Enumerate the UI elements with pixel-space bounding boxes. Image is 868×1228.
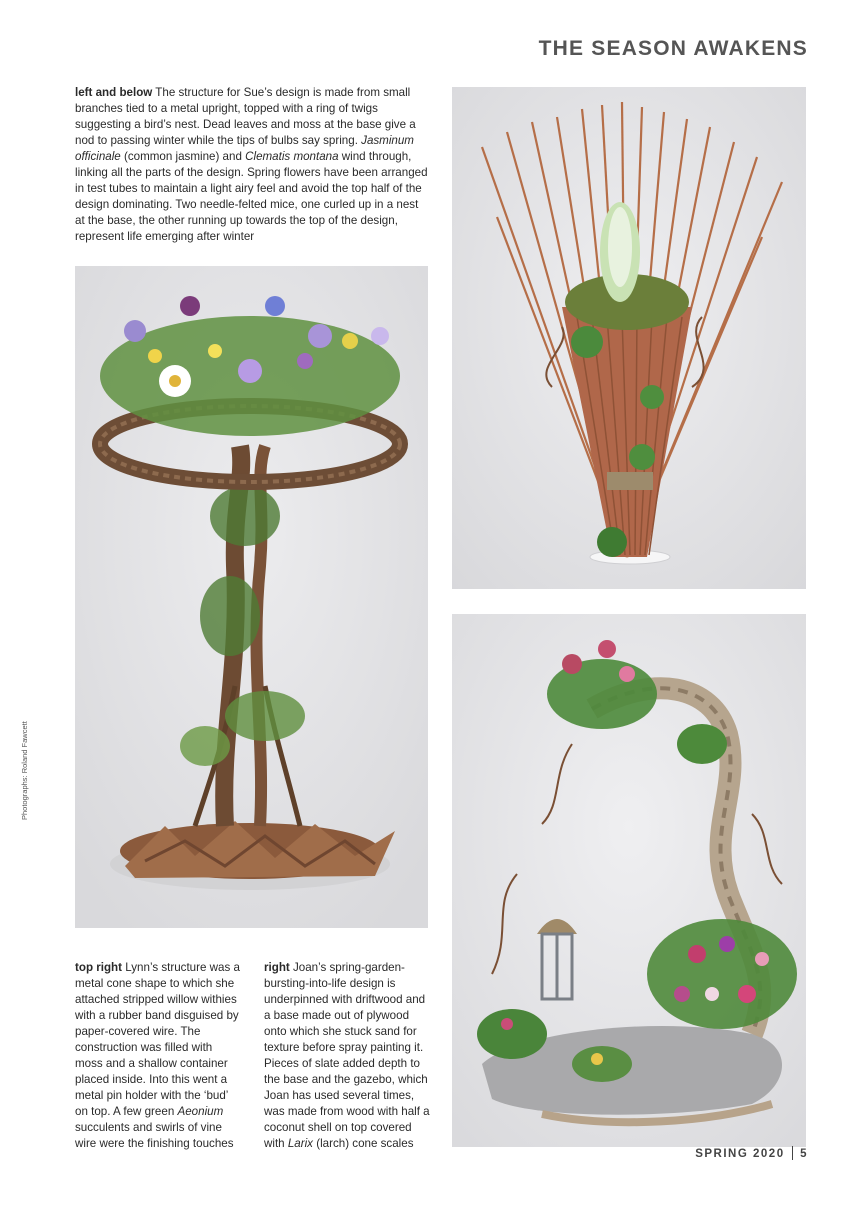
footer-divider (792, 1146, 794, 1160)
caption-left-and-below: left and below The structure for Sue’s design is made from small branches tied to a metal upright, topped with a ring of twigs suggesting a bird’s nest. Dead leaves and moss at the base give a nod to passing winter while the tips of bulbs say spring. Jasminum officinale (common jasmine) and Clematis montana wind through, linking all the parts of the design. Spring flowers have been arranged in test tubes to maintain a light airy feel and avoid the top half of the design dominating. Two needle-felted mice, one curled up in a nest at the base, the other running up towards the top of the design, represent life emerging after winter (75, 86, 428, 243)
photo-nest-structure (75, 266, 428, 928)
page-footer (695, 1146, 808, 1160)
photo-driftwood-garden (452, 614, 806, 1147)
caption-lead: right (264, 961, 290, 974)
caption-lead: left and below (75, 86, 153, 99)
caption-right: right Joan’s spring-garden-bursting-into-life design is underpinned with driftwood and a base made out of plywood onto which she stuck sand for texture before spray painting it. Pieces of slate added depth to the base and the gazebo, which Joan has used several times, was made from wood with half a coconut shell on top covered with Larix (larch) cone scales (264, 961, 430, 1150)
issue-label: SPRING 2020 (695, 1148, 785, 1160)
photo-credit: Photographs: Roland Fawcett (20, 721, 29, 820)
section-title: THE SEASON AWAKENS (538, 37, 808, 60)
caption-top-right: top right Lynn’s structure was a metal cone shape to which she attached stripped willow withies with a rubber band disguised by paper-covered wire. The construction was filled with moss and a shallow container placed inside. Into this went a metal pin holder with the ‘bud’ on top. A few green Aeonium succulents and swirls of vine wire were the finishing touches (75, 961, 240, 1150)
photo-willow-cone (452, 87, 806, 589)
page-number: 5 (800, 1148, 808, 1160)
caption-lead: top right (75, 961, 123, 974)
